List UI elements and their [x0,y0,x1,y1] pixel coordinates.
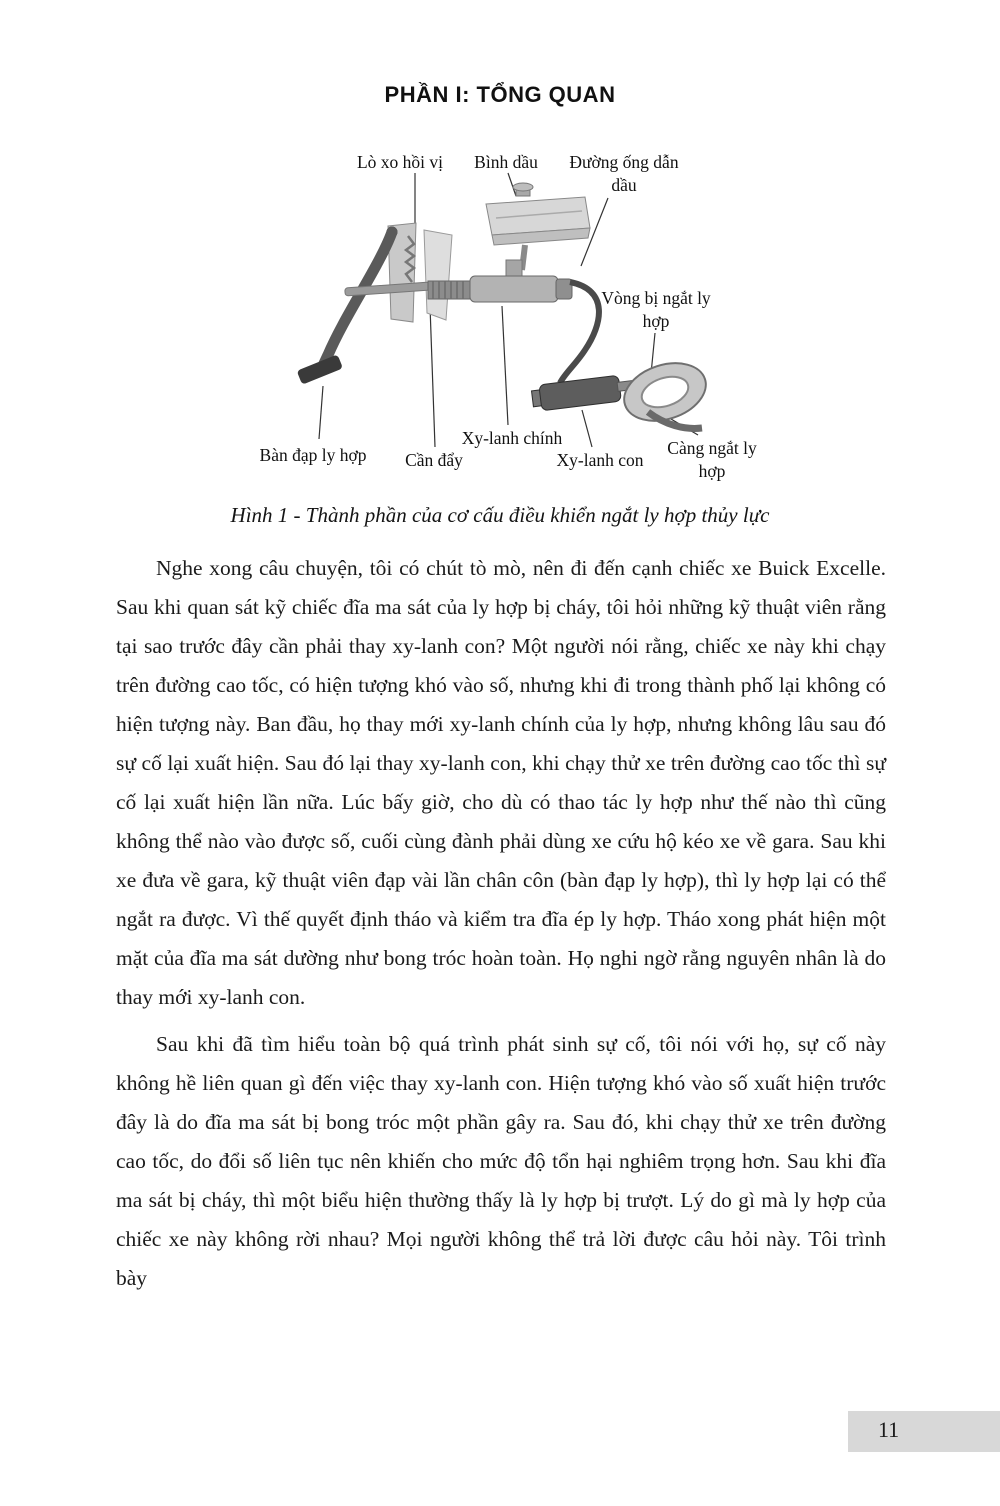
page-header: PHẦN I: TỔNG QUAN [384,82,616,107]
figure-caption: Hình 1 - Thành phần của cơ cấu điều khiển ngắt ly hợp thủy lực [230,503,770,527]
figure-label-binh-dau: Bình dầu [474,152,538,172]
figure-label-lo-xo-hoi-vi: Lò xo hồi vị [356,152,444,172]
page-number: 11 [878,1417,900,1442]
figure-label-xy-lanh-chinh: Xy-lanh chính [461,428,563,448]
figure-label-duong-ong-dan-dau: Đường ống dẫn dầu [569,152,679,195]
clutch-pedal [297,227,397,385]
pedal-bracket [388,223,452,322]
figure-area [0,0,1000,500]
page-number-box [848,1411,1000,1452]
figure-label-cang-ngat-ly-hop: Càng ngắt ly hợp [667,438,757,481]
paragraph-2: Sau khi đã tìm hiểu toàn bộ quá trình phát sinh sự cố, tôi nói với họ, sự cố này không hề liên quan gì đến việc thay xy-lanh con. Hiện tượng khó vào số xuất hiện trước đây là do đĩa ma sát bị bong tróc một phần gây ra. Sau đó, khi chạy thử xe trên đường cao tốc, do đổi số liên tục nên khiến cho mức độ tổn hại nghiêm trọng hơn. Sau khi đĩa ma sát bị cháy, thì một biểu hiện thường thấy là ly hợp bị trượt. Lý do gì mà ly hợp của chiếc xe này không rời nhau? Mọi người không thể trả lời được câu hỏi này. Tôi trình bày [116,1032,886,1290]
figure-label-can-day: Cần đẩy [405,450,463,470]
figure-label-ban-dap-ly-hop: Bàn đạp ly hợp [259,445,367,465]
figure-label-vong-bi-ngat-ly-hop: Vòng bị ngắt ly hợp [601,288,711,331]
figure-label-xy-lanh-con: Xy-lanh con [556,450,644,470]
paragraph-1: Nghe xong câu chuyện, tôi có chút tò mò, nên đi đến cạnh chiếc xe Buick Excelle. Sau khi quan sát kỹ chiếc đĩa ma sát của ly hợp bị cháy, tôi hỏi những kỹ thuật viên rằng tại sao trước đây cần phải thay xy-lanh con? Một người nói rằng, chiếc xe này khi chạy trên đường cao tốc, có hiện tượng khó vào số, nhưng khi đi trong thành phố lại không có hiện tượng này. Ban đầu, họ thay mới xy-lanh chính của ly hợp, nhưng không lâu sau đó sự cố lại xuất hiện. Sau đó lại thay xy-lanh con, khi chạy thử xe trên đường cao tốc thì sự cố lại xuất hiện lần nữa. Lúc bấy giờ, cho dù có thao tác ly hợp như thế nào thì cũng không thể nào vào được số, cuối cùng đành phải dùng xe cứu hộ kéo xe về gara. Sau khi xe đưa về gara, kỹ thuật viên đạp vài lần chân côn (bàn đạp ly hợp), thì ly hợp lại có thể ngắt ra được. Vì thế quyết định tháo và kiểm tra đĩa ép ly hợp. Tháo xong phát hiện một mặt của đĩa ma sát dường như bong tróc hoàn toàn. Họ nghi ngờ rằng nguyên nhân là do thay mới xy-lanh con. [116,556,886,1009]
push-rod [345,282,430,296]
body-text [116,549,886,1298]
